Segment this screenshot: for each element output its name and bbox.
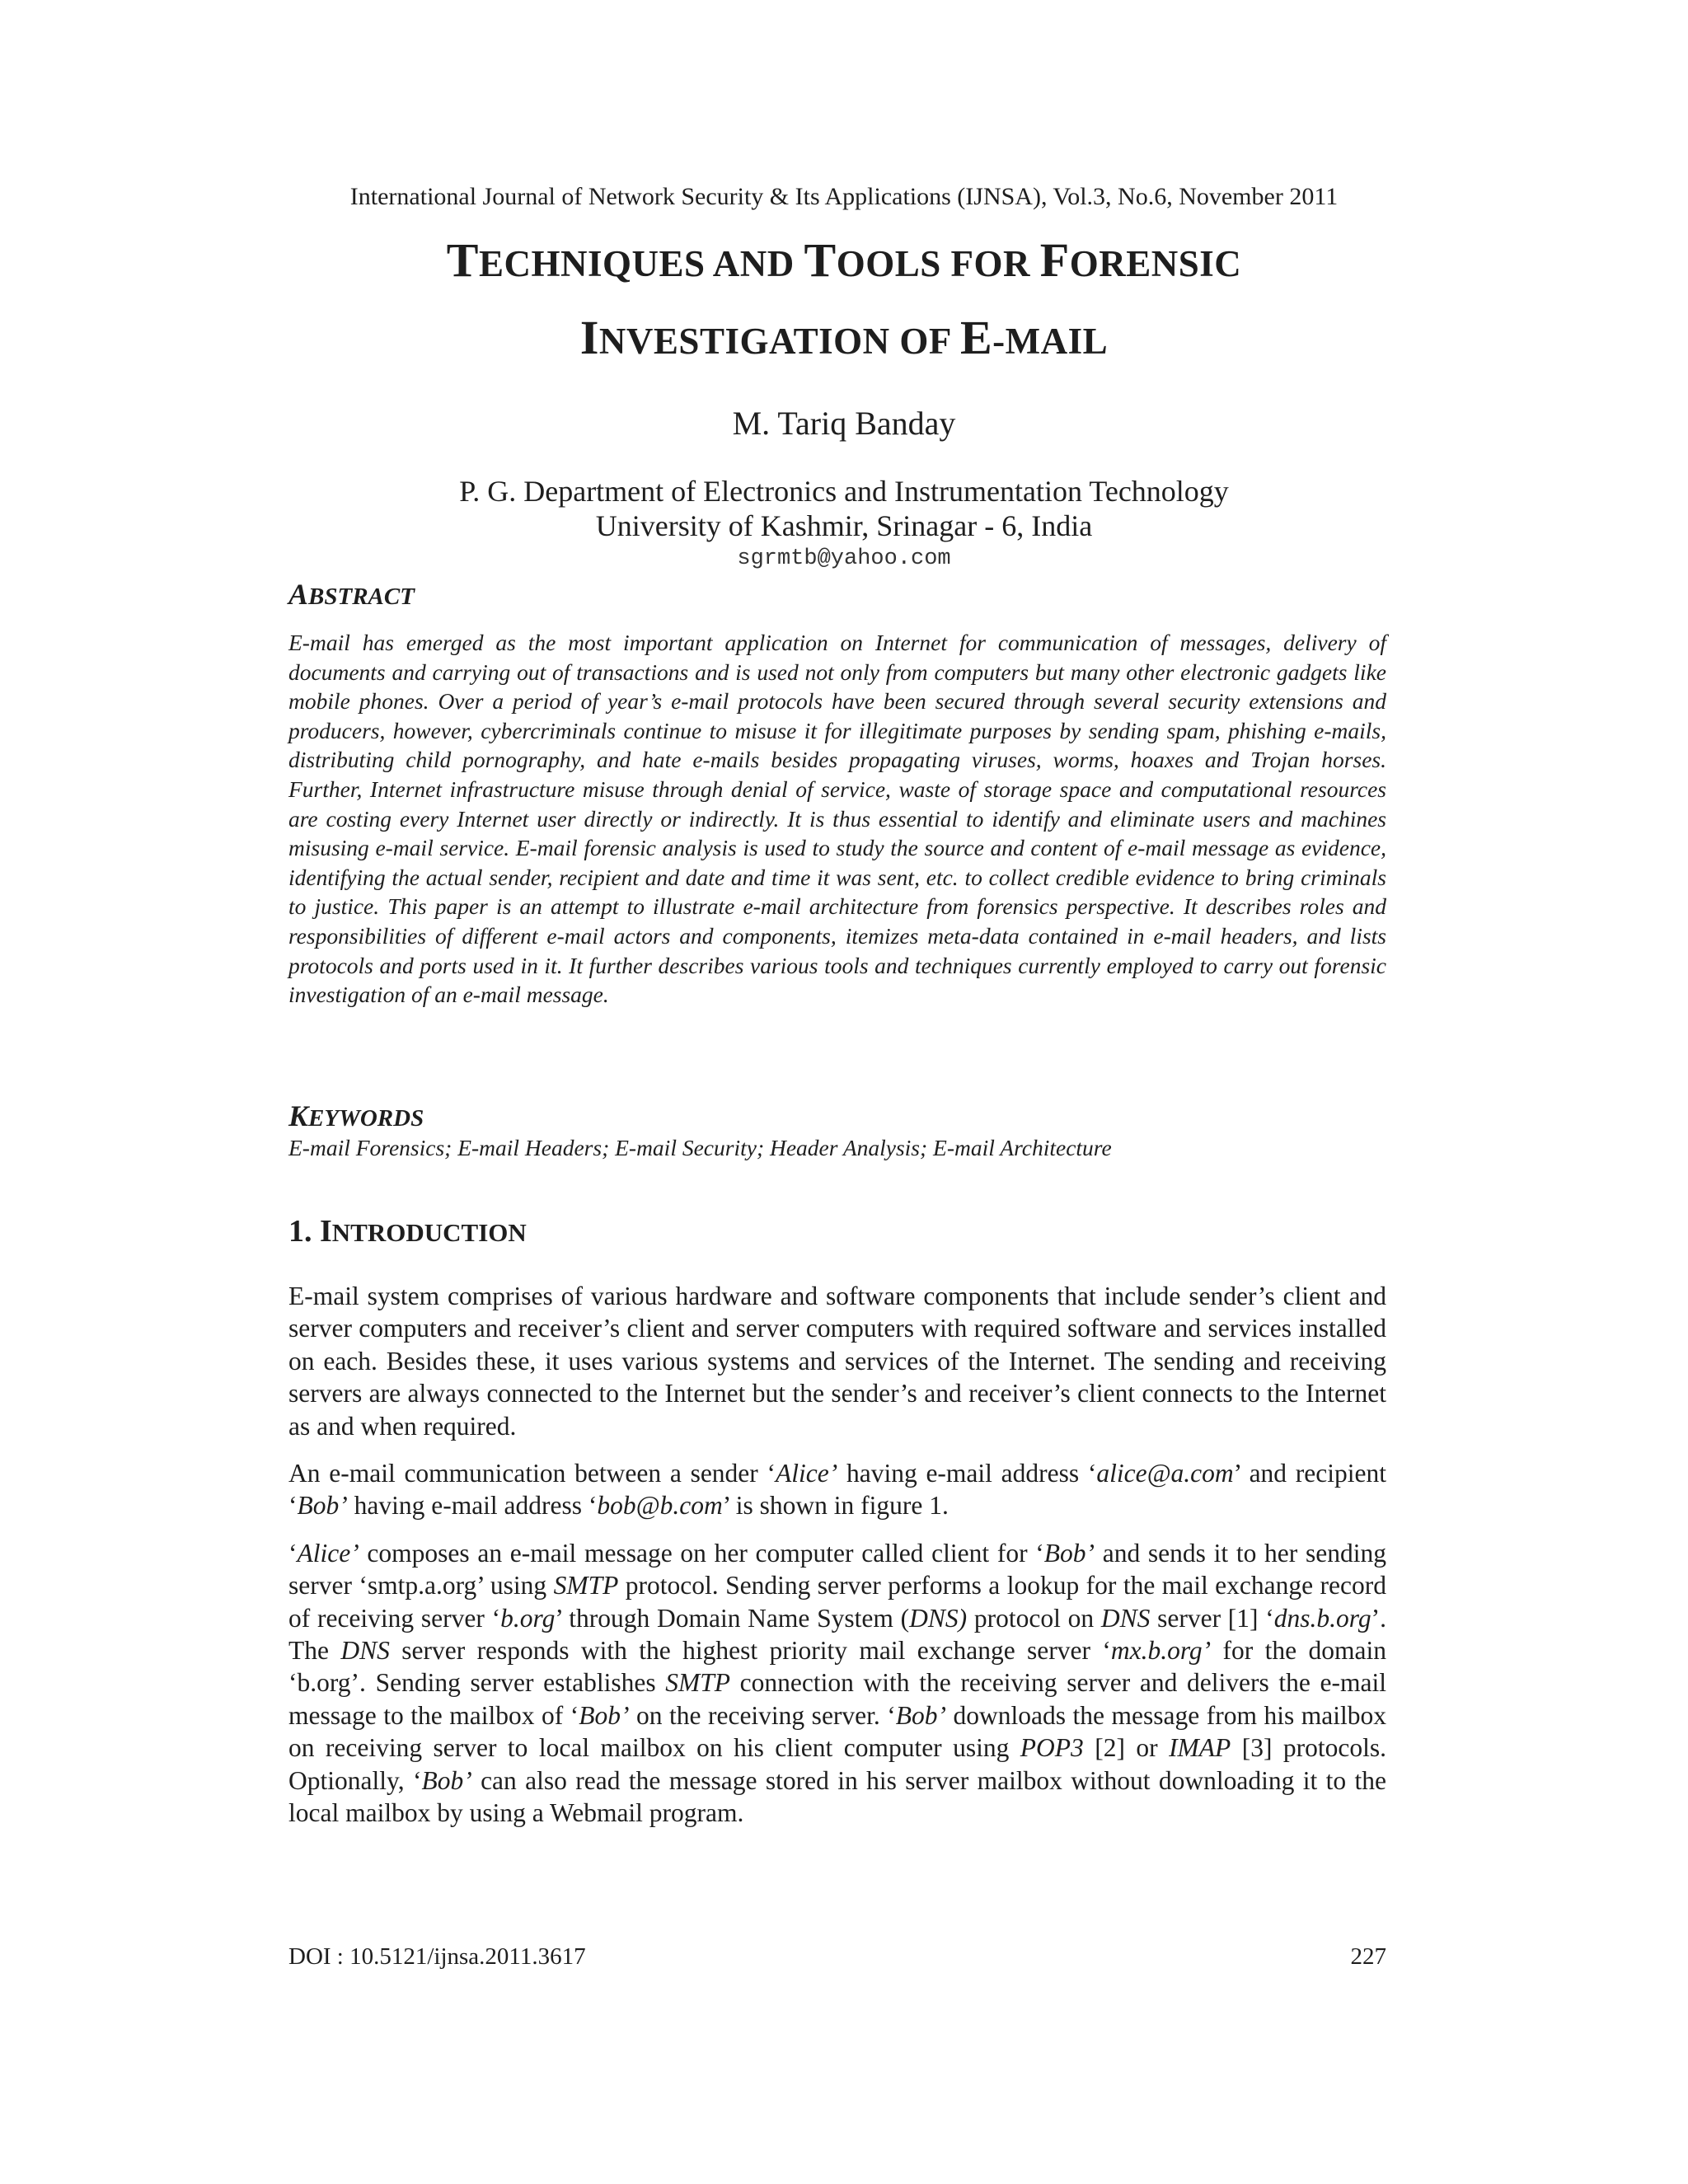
introduction-heading: 1. INTRODUCTION [288, 1214, 527, 1249]
title-smallcaps: MAIL [1005, 320, 1109, 362]
abstract-heading: ABSTRACT [288, 578, 415, 611]
intro-paragraph-3 [288, 1537, 1386, 1830]
intro-paragraph-2 [288, 1457, 1386, 1522]
text-run: for the domain ‘b.org’. Sending server establishes [288, 1636, 1386, 1698]
text-run: [2] or [1083, 1733, 1170, 1763]
italic-run: Bob’ [579, 1700, 630, 1730]
keywords-text: E-mail Forensics; E-mail Headers; E-mail Security; Header Analysis; E-mail Architecture [288, 1135, 1112, 1160]
journal-header: International Journal of Network Security & Its Applications (IJNSA), Vol.3, No.6, November 2011 [349, 183, 1339, 210]
italic-run: DNS [340, 1636, 390, 1666]
text-run: server [1] ‘ [1150, 1603, 1274, 1633]
title-capital: T [446, 233, 479, 287]
affiliation-university: University of Kashmir, Srinagar - 6, India [595, 509, 1093, 543]
text-run: protocol. Sending server performs a lookup for the mail exchange record of receiving server ‘ [288, 1571, 1386, 1633]
affiliation [0, 474, 1688, 544]
italic-run: Bob’ [297, 1491, 348, 1521]
italic-run: dns.b.org [1273, 1603, 1372, 1633]
italic-run: IMAP [1169, 1733, 1231, 1763]
text-run: server responds with the highest priority mail exchange server ‘ [389, 1636, 1111, 1666]
title-line-1 [0, 234, 1688, 287]
text-run: An e-mail communication between a sender ‘ [288, 1459, 776, 1488]
paper-title [0, 234, 1688, 364]
text-run: downloads the message from his mailbox on receiving server to local mailbox on his client computer using [288, 1700, 1386, 1763]
italic-run: Bob’ [1043, 1538, 1095, 1568]
title-smallcaps: - [992, 320, 1006, 362]
text-run: ’. The [288, 1603, 1387, 1666]
italic-run: SMTP [665, 1668, 731, 1698]
introduction-body [288, 1280, 1386, 1844]
text-run: connection with the receiving server and delivers the e-mail message to the mailbox of ‘ [288, 1668, 1386, 1730]
title-capital: E [959, 310, 993, 364]
italic-run: bob@b.com [597, 1491, 723, 1521]
text-run: ’ is shown in figure 1. [722, 1491, 949, 1521]
intro-paragraph-1: E-mail system comprises of various hardware and software components that include sender’s client and server computers and receiver’s client and server computers with required software and services installed on each. Besides these, it uses various systems and services of the Internet. The sending and receiving servers are always connected to the Internet but the sender’s and receiver’s client connects to the Internet as and when required. [288, 1282, 1386, 1441]
text-run: can also read the message stored in his server mailbox without downloading it to the local mailbox by using a Webmail program. [288, 1765, 1386, 1828]
italic-run: SMTP [553, 1571, 619, 1601]
text-run: protocol on [967, 1603, 1101, 1633]
italic-run: alice@a.com [1096, 1459, 1234, 1488]
footer-doi: DOI : 10.5121/ijnsa.2011.3617 [288, 1943, 586, 1970]
text-run: [3] protocols. Optionally, ‘ [288, 1733, 1386, 1795]
title-smallcaps: OOLS FOR [836, 243, 1040, 284]
text-run: ’ through Domain Name System ( [555, 1603, 910, 1633]
keywords-heading: KEYWORDS [288, 1099, 424, 1132]
abstract-text: E-mail has emerged as the most important application on Internet for communication of messages, delivery of documents and carrying out of transactions and is used not only from computers but many other electronic gadgets like mobile phones. Over a period of year’s e-mail protocols have been secured through several security extensions and producers, however, cybercriminals continue to misuse it for illegitimate purposes by sending spam, phishing e-mails, distributing child pornography, and hate e-mails besides propagating viruses, worms, hoaxes and Trojan horses. Further, Internet infrastructure misuse through denial of service, waste of storage space and computational resources are costing every Internet user directly or indirectly. It is thus essential to identify and eliminate users and machines misusing e-mail service. E-mail forensic analysis is used to study the source and content of e-mail message as evidence, identifying the actual sender, recipient and date and time it was sent, etc. to collect credible evidence to bring criminals to justice. This paper is an attempt to illustrate e-mail architecture from forensics perspective. It describes roles and responsibilities of different e-mail actors and components, itemizes meta-data contained in e-mail headers, and lists protocols and ports used in it. It further describes various tools and techniques currently employed to carry out forensic investigation of an e-mail message. [288, 630, 1386, 1008]
italic-run: DNS) [909, 1603, 968, 1633]
text-run: ‘ [288, 1538, 298, 1568]
title-line-2 [0, 312, 1688, 364]
italic-run: DNS [1100, 1603, 1151, 1633]
title-smallcaps: ORENSIC [1069, 243, 1242, 284]
title-capital: T [804, 233, 837, 287]
italic-run: Bob’ [895, 1700, 947, 1730]
title-capital: F [1039, 233, 1070, 287]
title-capital: I [579, 310, 599, 364]
text-run: on the receiving server. ‘ [629, 1700, 896, 1730]
title-smallcaps: ECHNIQUES AND [478, 243, 804, 284]
italic-run: b.org [500, 1603, 556, 1633]
italic-run: Alice’ [297, 1538, 359, 1568]
text-run: and sends it to her sending server ‘smtp.a.org’ using [288, 1538, 1386, 1601]
italic-run: Bob’ [421, 1765, 472, 1795]
page-number: 227 [1350, 1943, 1386, 1970]
affiliation-department: P. G. Department of Electronics and Instrumentation Technology [459, 475, 1229, 508]
author-name: M. Tariq Banday [732, 405, 956, 442]
text-run: having e-mail address ‘ [347, 1491, 598, 1521]
text-run: ’ and recipient ‘ [288, 1459, 1386, 1521]
title-smallcaps: NVESTIGATION OF [598, 320, 960, 362]
text-run: composes an e-mail message on her computer called client for ‘ [359, 1538, 1044, 1568]
text-run: having e-mail address ‘ [837, 1459, 1097, 1488]
italic-run: mx.b.org’ [1110, 1636, 1212, 1666]
author-email: sgrmtb@yahoo.com [737, 546, 951, 571]
italic-run: Alice’ [776, 1459, 838, 1488]
italic-run: POP3 [1020, 1733, 1084, 1763]
